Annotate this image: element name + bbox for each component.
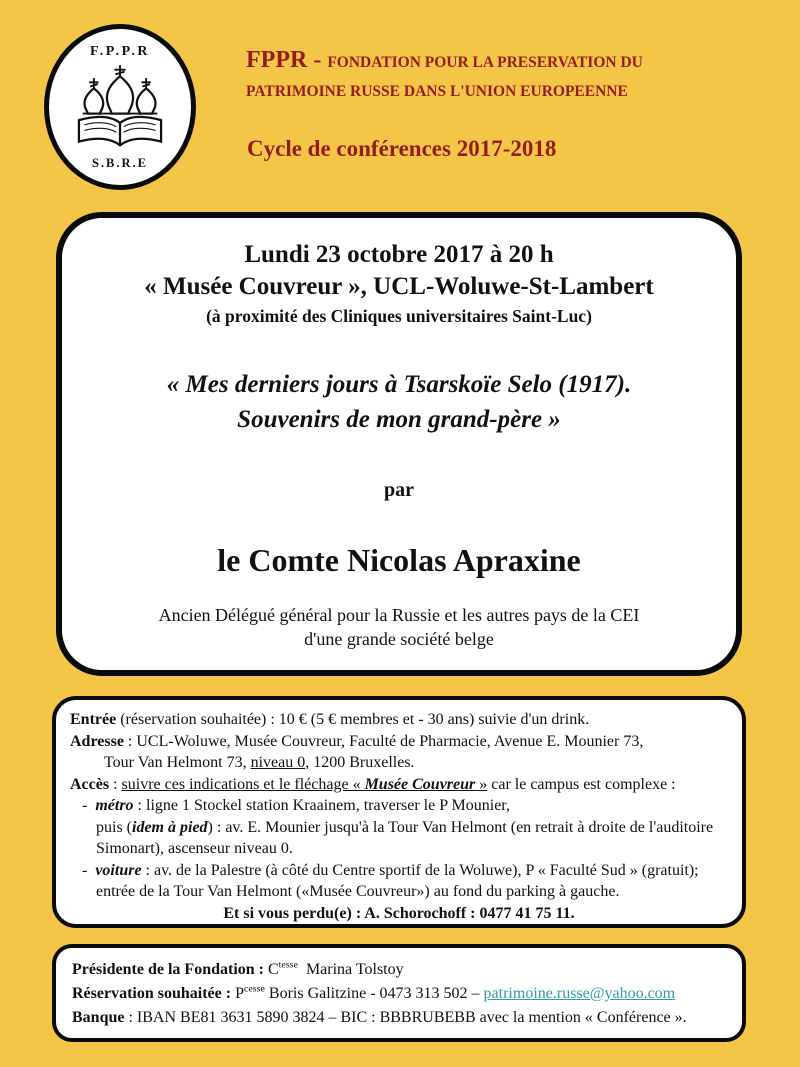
- text-segment: ) : av. E. Mounier jusqu'à la Tour Van Helmont (en retrait à droite de l'auditoire Simonart), ascenseur niveau 0.: [96, 818, 714, 858]
- address-line: [70, 731, 728, 753]
- text-segment: : ligne 1 Stockel station Kraainem, traverser le P Mounier,: [133, 797, 510, 815]
- text-segment: P: [231, 985, 244, 1002]
- lecture-title: [62, 367, 736, 437]
- speaker-desc-line2: d'une grande société belge: [304, 629, 494, 650]
- org-name-line1: FONDATION POUR LA PRESERVATION DU: [327, 54, 643, 71]
- logo-bottom-text: S.B.R.E: [91, 155, 149, 170]
- car-item: [70, 860, 728, 903]
- series-title: Cycle de conférences 2017-2018: [247, 136, 557, 161]
- text-segment: niveau 0: [250, 754, 306, 772]
- event-box: [56, 212, 742, 676]
- event-venue: « Musée Couvreur », UCL-Woluwe-St-Lambert: [144, 273, 654, 300]
- contact-box: [52, 944, 746, 1042]
- event-venue-note: (à proximité des Cliniques universitaires Saint-Luc): [206, 306, 592, 326]
- text-segment: Réservation souhaitée :: [72, 985, 232, 1002]
- president-line: [72, 958, 726, 982]
- org-title: [246, 47, 643, 101]
- lecture-title-line1: « Mes derniers jours à Tsarskoïe Selo (1917).: [166, 371, 632, 398]
- russian-church-domes-icon: [83, 65, 158, 114]
- text-segment: : UCL-Woluwe, Musée Couvreur, Faculté de Pharmacie, Avenue E. Mounier 73,: [123, 732, 644, 750]
- text-segment: -: [82, 861, 96, 879]
- text-segment: -: [82, 797, 96, 815]
- org-name-line2: PATRIMOINE RUSSE DANS L'UNION EUROPEENNE: [246, 83, 628, 100]
- metro-item-continuation: [70, 817, 728, 860]
- text-segment: , 1200 Bruxelles.: [305, 754, 415, 772]
- text-segment: : IBAN BE81 3631 5890 3824 – BIC : BBBRUBEBB avec la mention « Conférence ».: [124, 1009, 687, 1026]
- text-segment: :: [109, 775, 122, 793]
- text-segment: : av. de la Palestre (à côté du Centre sportif de la Woluwe), P « Faculté Sud » (gratuit); entrée de la Tour Van Helmont («Musée Couvreur») au fond du parking à gauche.: [96, 861, 699, 901]
- event-date: Lundi 23 octobre 2017 à 20 h: [244, 241, 554, 268]
- speaker-description: [62, 603, 736, 652]
- access-line: [70, 774, 728, 796]
- metro-item: [70, 795, 728, 817]
- text-segment: C: [264, 961, 279, 978]
- reservation-line: [72, 982, 726, 1006]
- text-segment: idem à pied: [132, 818, 208, 836]
- text-segment: voiture: [95, 861, 142, 879]
- text-segment: Banque: [72, 1009, 125, 1026]
- text-segment: Accès: [70, 775, 110, 793]
- org-name-line1-wrap: [246, 47, 643, 74]
- text-segment: Adresse: [70, 732, 124, 750]
- text-segment: Boris Galitzine - 0473 313 502 –: [264, 985, 484, 1002]
- text-segment: »: [475, 775, 488, 793]
- text-segment: Entrée: [70, 711, 117, 728]
- fppr-logo: [44, 24, 196, 190]
- address-line-2: [70, 752, 728, 774]
- text-segment: Présidente de la Fondation :: [72, 961, 264, 978]
- text-segment: cesse: [244, 983, 265, 995]
- entry-fee-line: [70, 709, 728, 731]
- text-segment: car le campus est complexe :: [487, 775, 676, 793]
- org-abbr: FPPR -: [246, 47, 328, 73]
- speaker-name: le Comte Nicolas Apraxine: [217, 542, 581, 578]
- text-segment: Musée Couvreur: [364, 775, 476, 793]
- text-segment: suivre ces indications et le fléchage «: [121, 775, 365, 793]
- text-segment: Et si vous perdu(e) : A. Schorochoff : 0477 41 75 11.: [223, 904, 575, 922]
- text-segment: Marina Tolstoy: [297, 961, 404, 978]
- logo-artwork: [64, 62, 176, 154]
- speaker-desc-line1: Ancien Délégué général pour la Russie et les autres pays de la CEI: [158, 605, 640, 625]
- by-label: par: [384, 479, 414, 501]
- text-segment: Tour Van Helmont 73,: [104, 754, 251, 772]
- lecture-title-line2: Souvenirs de mon grand-père »: [237, 406, 561, 433]
- text-segment: puis (: [96, 818, 132, 836]
- text-segment: (réservation souhaitée) : 10 € (5 € membres et - 30 ans) suivie d'un drink.: [116, 711, 590, 728]
- practical-info-box: [52, 696, 746, 928]
- email-link[interactable]: patrimoine.russe@yahoo.com: [483, 985, 676, 1002]
- logo-top-text: F.P.P.R: [90, 43, 150, 59]
- bank-line: [72, 1006, 726, 1030]
- open-book-icon: [79, 116, 161, 144]
- text-segment: métro: [95, 797, 134, 815]
- text-segment: tesse: [278, 959, 298, 971]
- lost-contact-line: [70, 903, 728, 925]
